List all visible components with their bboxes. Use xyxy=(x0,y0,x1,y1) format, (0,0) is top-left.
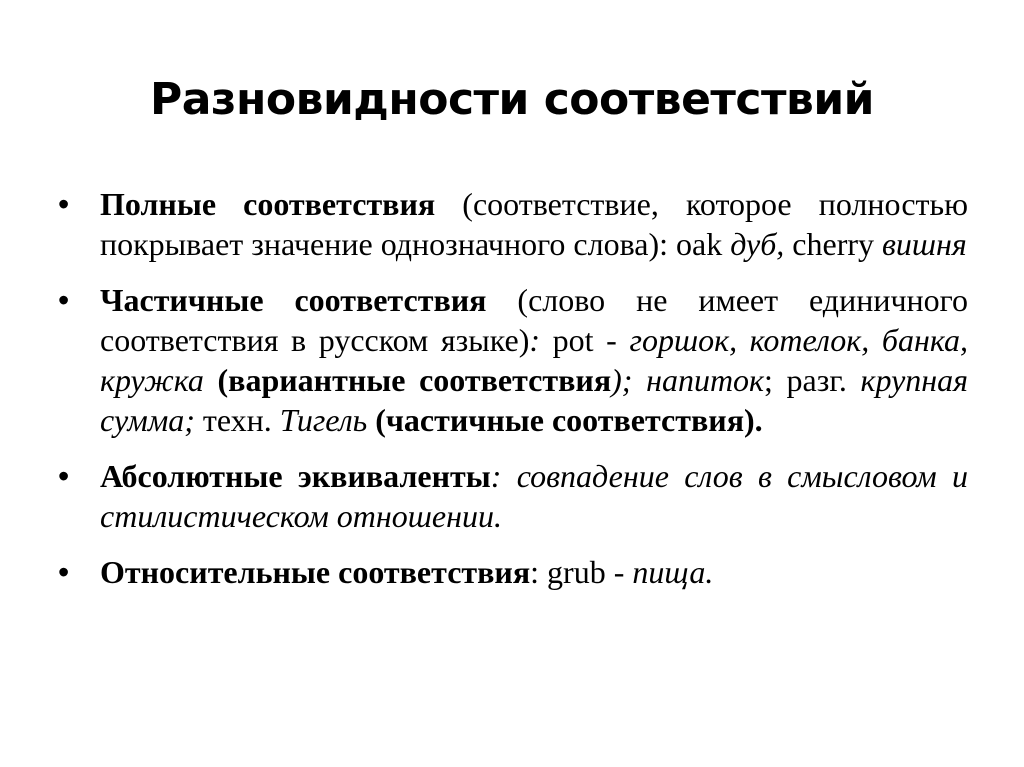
text-run: : grub - xyxy=(530,554,633,590)
bullet-icon: • xyxy=(58,282,70,318)
text-run: горшок, котелок, банка, кружка xyxy=(100,322,969,398)
text-run: cherry xyxy=(784,226,882,262)
bullet-icon: • xyxy=(58,186,70,222)
slide-title: Разновидности соответствий xyxy=(149,74,875,125)
bullet-text xyxy=(100,280,968,440)
bullet-item-relative-correspondence xyxy=(58,552,968,592)
bullet-icon: • xyxy=(58,554,70,590)
bullet-text xyxy=(100,456,968,536)
text-run: Тигель xyxy=(279,402,368,438)
text-run: : xyxy=(529,322,541,358)
text-run: Полные соответствия xyxy=(100,186,436,222)
bullet-text xyxy=(100,552,968,592)
text-run: ; xyxy=(764,362,773,398)
bullet-text xyxy=(100,184,968,264)
text-run: дуб, xyxy=(730,226,785,262)
bullet-icon: • xyxy=(58,458,70,494)
text-run: Абсолютные эквиваленты xyxy=(100,458,491,494)
text-run: : совпадение слов в смысловом и стилистическом отношении. xyxy=(100,458,969,534)
text-run: ); напиток xyxy=(611,362,765,398)
bullet-item-absolute-equivalents xyxy=(58,456,968,536)
text-run: Частичные соответствия xyxy=(100,282,487,318)
text-run: крупная сумма; xyxy=(100,362,969,438)
text-run: (слово не имеет единичного соответствия в русском языке) xyxy=(100,282,969,358)
bullet-item-full-correspondence xyxy=(58,184,968,264)
bullet-list xyxy=(58,184,968,608)
text-run: (вариантные соответствия xyxy=(203,362,612,398)
text-run: pot - xyxy=(540,322,630,358)
text-run: пища. xyxy=(632,554,714,590)
text-run: техн. xyxy=(194,402,280,438)
text-run: (частичные соответствия). xyxy=(367,402,763,438)
bullet-item-partial-correspondence xyxy=(58,280,968,440)
text-run: разг. xyxy=(772,362,861,398)
text-run: Относительные соответствия xyxy=(100,554,531,590)
text-run: (соответствие, которое полностью покрывает значение однозначного слова): oak xyxy=(100,186,969,262)
text-run: вишня xyxy=(882,226,967,262)
